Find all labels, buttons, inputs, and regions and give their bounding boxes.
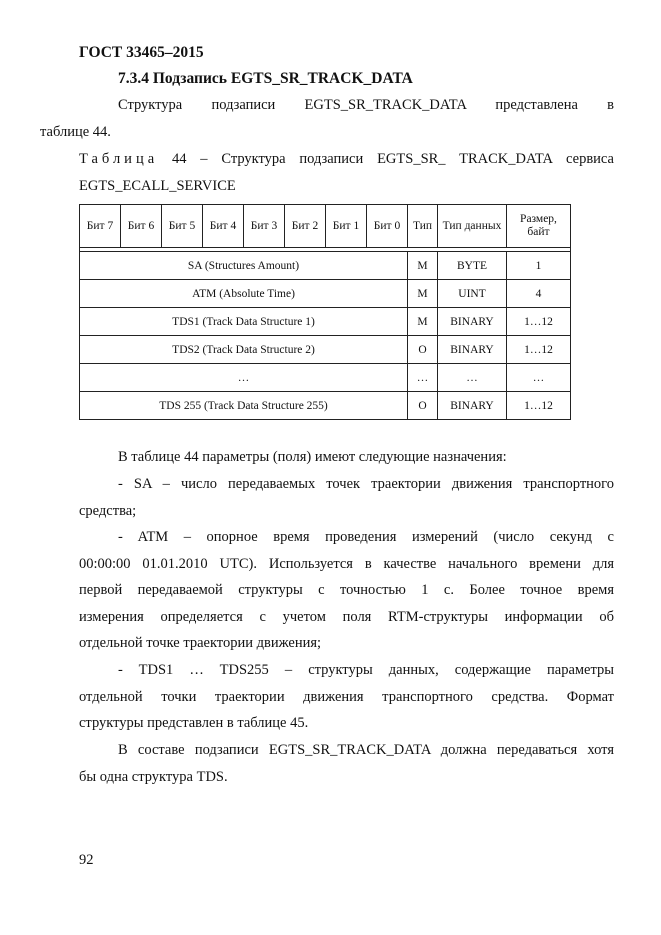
section-heading: 7.3.4 Подзапись EGTS_SR_TRACK_DATA: [118, 70, 413, 87]
size-cell: 1…12: [507, 392, 571, 420]
field-name-cell: ATM (Absolute Time): [80, 280, 408, 308]
body-line: - TDS1 … TDS255 – структуры данных, содержащие параметры: [118, 662, 614, 678]
type-cell: O: [408, 392, 438, 420]
table-header-row: [80, 205, 571, 248]
size-cell: 1…12: [507, 336, 571, 364]
field-name-cell: …: [80, 364, 408, 392]
bit-header: Бит 0: [367, 205, 408, 248]
intro-line-1: Структура подзаписи EGTS_SR_TRACK_DATA представлена в: [118, 97, 614, 113]
body-paragraph-atm: [79, 524, 614, 657]
type-cell: M: [408, 308, 438, 336]
bit-header: Бит 4: [203, 205, 244, 248]
table-row: [80, 336, 571, 364]
body-paragraph-sa: [79, 471, 614, 524]
bit-header: Бит 3: [244, 205, 285, 248]
bit-header: Бит 6: [121, 205, 162, 248]
table-caption: [79, 146, 614, 199]
bit-header: Бит 1: [326, 205, 367, 248]
size-header: Размер, байт: [507, 205, 571, 248]
size-cell: 1: [507, 252, 571, 280]
table-caption-line-1: [79, 146, 614, 173]
field-name-cell: SA (Structures Amount): [80, 252, 408, 280]
structure-table: [79, 204, 571, 420]
intro-line-2: таблице 44.: [40, 123, 111, 140]
body-paragraph-tds: [79, 657, 614, 737]
body-line: отдельной точки траектории движения транспортного средства. Формат: [79, 688, 614, 705]
table-row: [80, 280, 571, 308]
table-row: [80, 364, 571, 392]
bit-header: Бит 5: [162, 205, 203, 248]
type-cell: M: [408, 280, 438, 308]
data-type-cell: UINT: [438, 280, 507, 308]
data-type-cell: BYTE: [438, 252, 507, 280]
body-paragraph-final: [79, 737, 614, 790]
field-name-cell: TDS 255 (Track Data Structure 255): [80, 392, 408, 420]
body-line: отдельной точке траектории движения;: [79, 635, 322, 651]
size-cell: …: [507, 364, 571, 392]
body-line: - ATM – опорное время проведения измерений (число секунд с: [118, 529, 614, 545]
size-cell: 4: [507, 280, 571, 308]
type-cell: M: [408, 252, 438, 280]
table-caption-rest: 44 – Структура подзаписи EGTS_SR_ TRACK_DATA сервиса: [158, 151, 614, 167]
type-header: Тип: [408, 205, 438, 248]
field-name-cell: TDS2 (Track Data Structure 2): [80, 336, 408, 364]
body-line: измерения определяется с учетом поля RTM-структуры информации об: [79, 608, 614, 625]
type-cell: …: [408, 364, 438, 392]
page-number: 92: [79, 852, 94, 868]
body-line: первой передаваемой структуры с точностью 1 с. Более точное время: [79, 582, 614, 598]
table-caption-line-2: EGTS_ECALL_SERVICE: [79, 177, 236, 194]
bit-header: Бит 2: [285, 205, 326, 248]
body-line: - SA – число передаваемых точек траектории движения транспортного: [118, 476, 614, 492]
data-type-cell: BINARY: [438, 392, 507, 420]
table-row: [80, 392, 571, 420]
document-header: ГОСТ 33465–2015: [79, 44, 204, 61]
data-type-cell: BINARY: [438, 336, 507, 364]
bit-header: Бит 7: [80, 205, 121, 248]
body-paragraph-1: [79, 444, 614, 471]
type-cell: O: [408, 336, 438, 364]
data-type-cell: …: [438, 364, 507, 392]
size-cell: 1…12: [507, 308, 571, 336]
body-line: бы одна структура TDS.: [79, 768, 228, 785]
table-caption-word: Таблица: [79, 151, 159, 167]
body-line: 00:00:00 01.01.2010 UTC). Используется в качестве начального времени для: [79, 555, 614, 572]
table-row: [80, 252, 571, 280]
field-name-cell: TDS1 (Track Data Structure 1): [80, 308, 408, 336]
data-type-cell: BINARY: [438, 308, 507, 336]
body-line: средства;: [79, 502, 137, 519]
body-line: В составе подзаписи EGTS_SR_TRACK_DATA должна передаваться хотя: [118, 742, 614, 758]
body-line: В таблице 44 параметры (поля) имеют следующие назначения:: [118, 449, 507, 465]
data-type-header: Тип данных: [438, 205, 507, 248]
intro-paragraph: [40, 92, 614, 145]
body-line: структуры представлен в таблице 45.: [79, 715, 309, 731]
table-row: [80, 308, 571, 336]
